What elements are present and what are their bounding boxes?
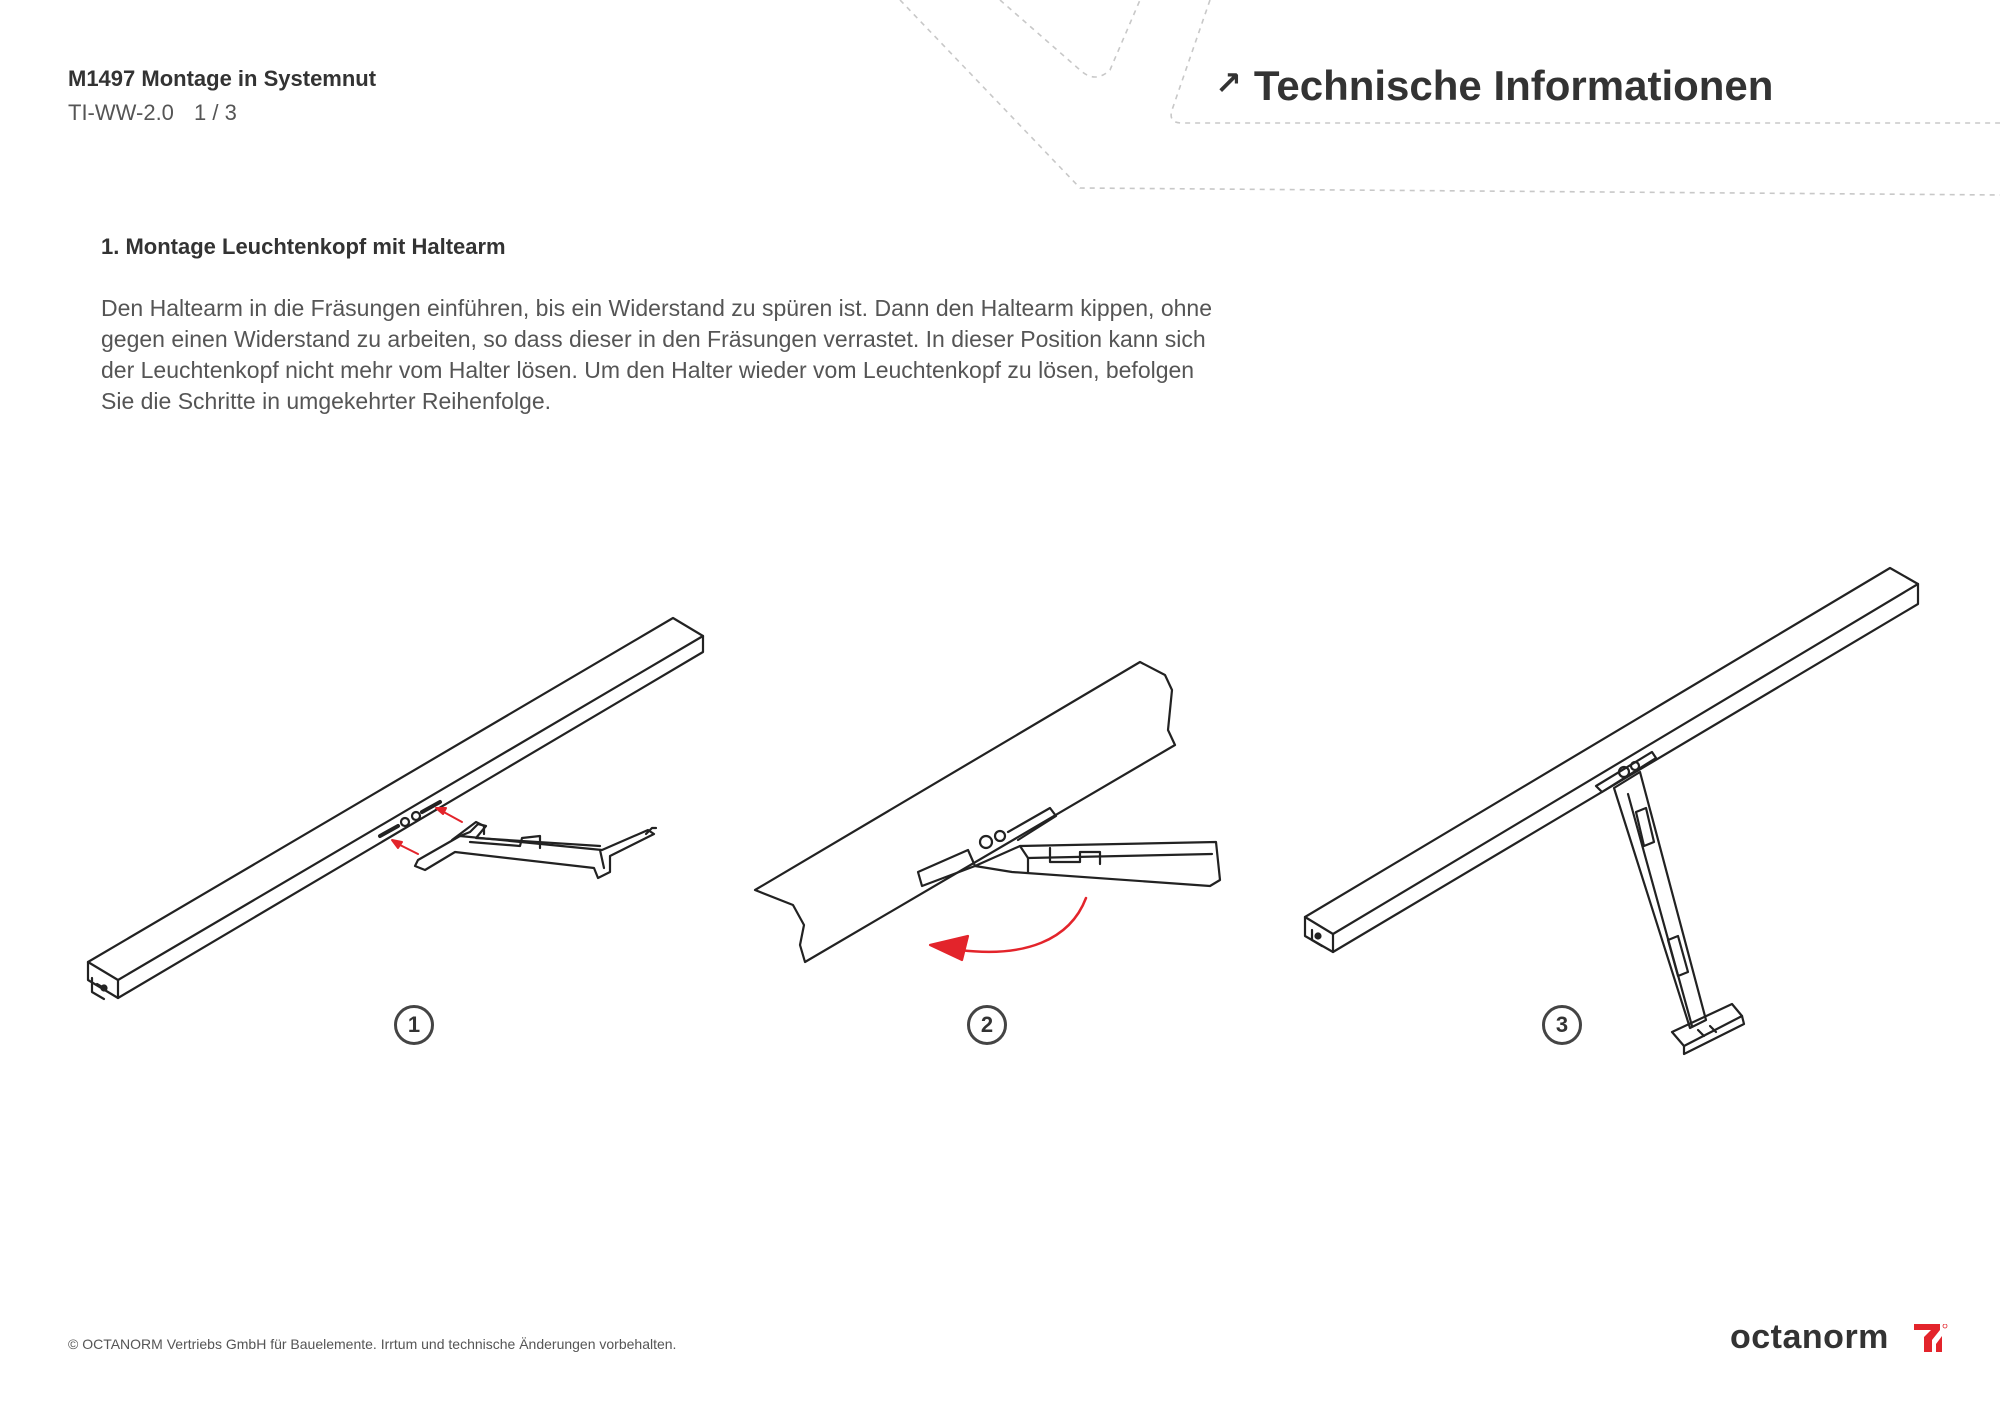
step-number-3: 3 <box>1542 1005 1582 1045</box>
slot-hole-2 <box>412 812 420 820</box>
pivot-hole-b <box>995 831 1005 841</box>
step-2-illustration <box>755 662 1220 962</box>
holder-foot-3 <box>1672 1004 1742 1046</box>
page-indicator: 1 / 3 <box>194 100 237 125</box>
page-title-text: Technische Informationen <box>1253 62 1774 109</box>
brand-logo-text: octanorm <box>1730 1318 1889 1356</box>
rotation-arrow <box>960 898 1086 952</box>
holder-arm-2 <box>975 842 1220 886</box>
step-3-illustration <box>1305 568 1918 1054</box>
pivot-hole-a <box>980 836 992 848</box>
holder-arm-3 <box>1614 772 1706 1028</box>
rotation-arrowhead <box>930 936 968 960</box>
insert-arrowhead-left <box>392 840 402 848</box>
section-body: Den Haltearm in die Fräsungen einführen, bis ein Widerstand zu spüren ist. Dann den Haltearm kippen, ohne gegen einen Widerstand zu arbeiten, so dass dieser in den Fräsungen verrastet. In dieser Position kann sich der Leuchtenkopf nicht mehr vom Halter lösen. Um den Halter wieder vom Leuchtenkopf zu lösen, befolgen Sie die Schritte in umgekehrter Reihenfolge. <box>101 295 1213 414</box>
arrow-up-right-icon: ↗ <box>1215 65 1242 101</box>
document-code-title: M1497 Montage in Systemnut <box>68 66 377 91</box>
profile-rail-3 <box>1305 568 1918 952</box>
document-id: TI-WW-2.0 <box>68 100 174 125</box>
section-heading: 1. Montage Leuchtenkopf mit Haltearm <box>101 234 506 259</box>
octanorm-logo-icon <box>1914 1324 1948 1352</box>
slot-hole-1 <box>401 818 409 826</box>
step-number-2: 2 <box>967 1005 1007 1045</box>
insert-arrowhead-right <box>436 808 446 814</box>
profile-rail-2 <box>755 662 1175 962</box>
step-1-illustration <box>88 618 703 999</box>
copyright-notice: © OCTANORM Vertriebs GmbH für Bauelemente. Irrtum und technische Änderungen vorbehalten. <box>68 1336 677 1352</box>
step-number-1: 1 <box>394 1005 434 1045</box>
profile-rail-1 <box>88 618 703 998</box>
